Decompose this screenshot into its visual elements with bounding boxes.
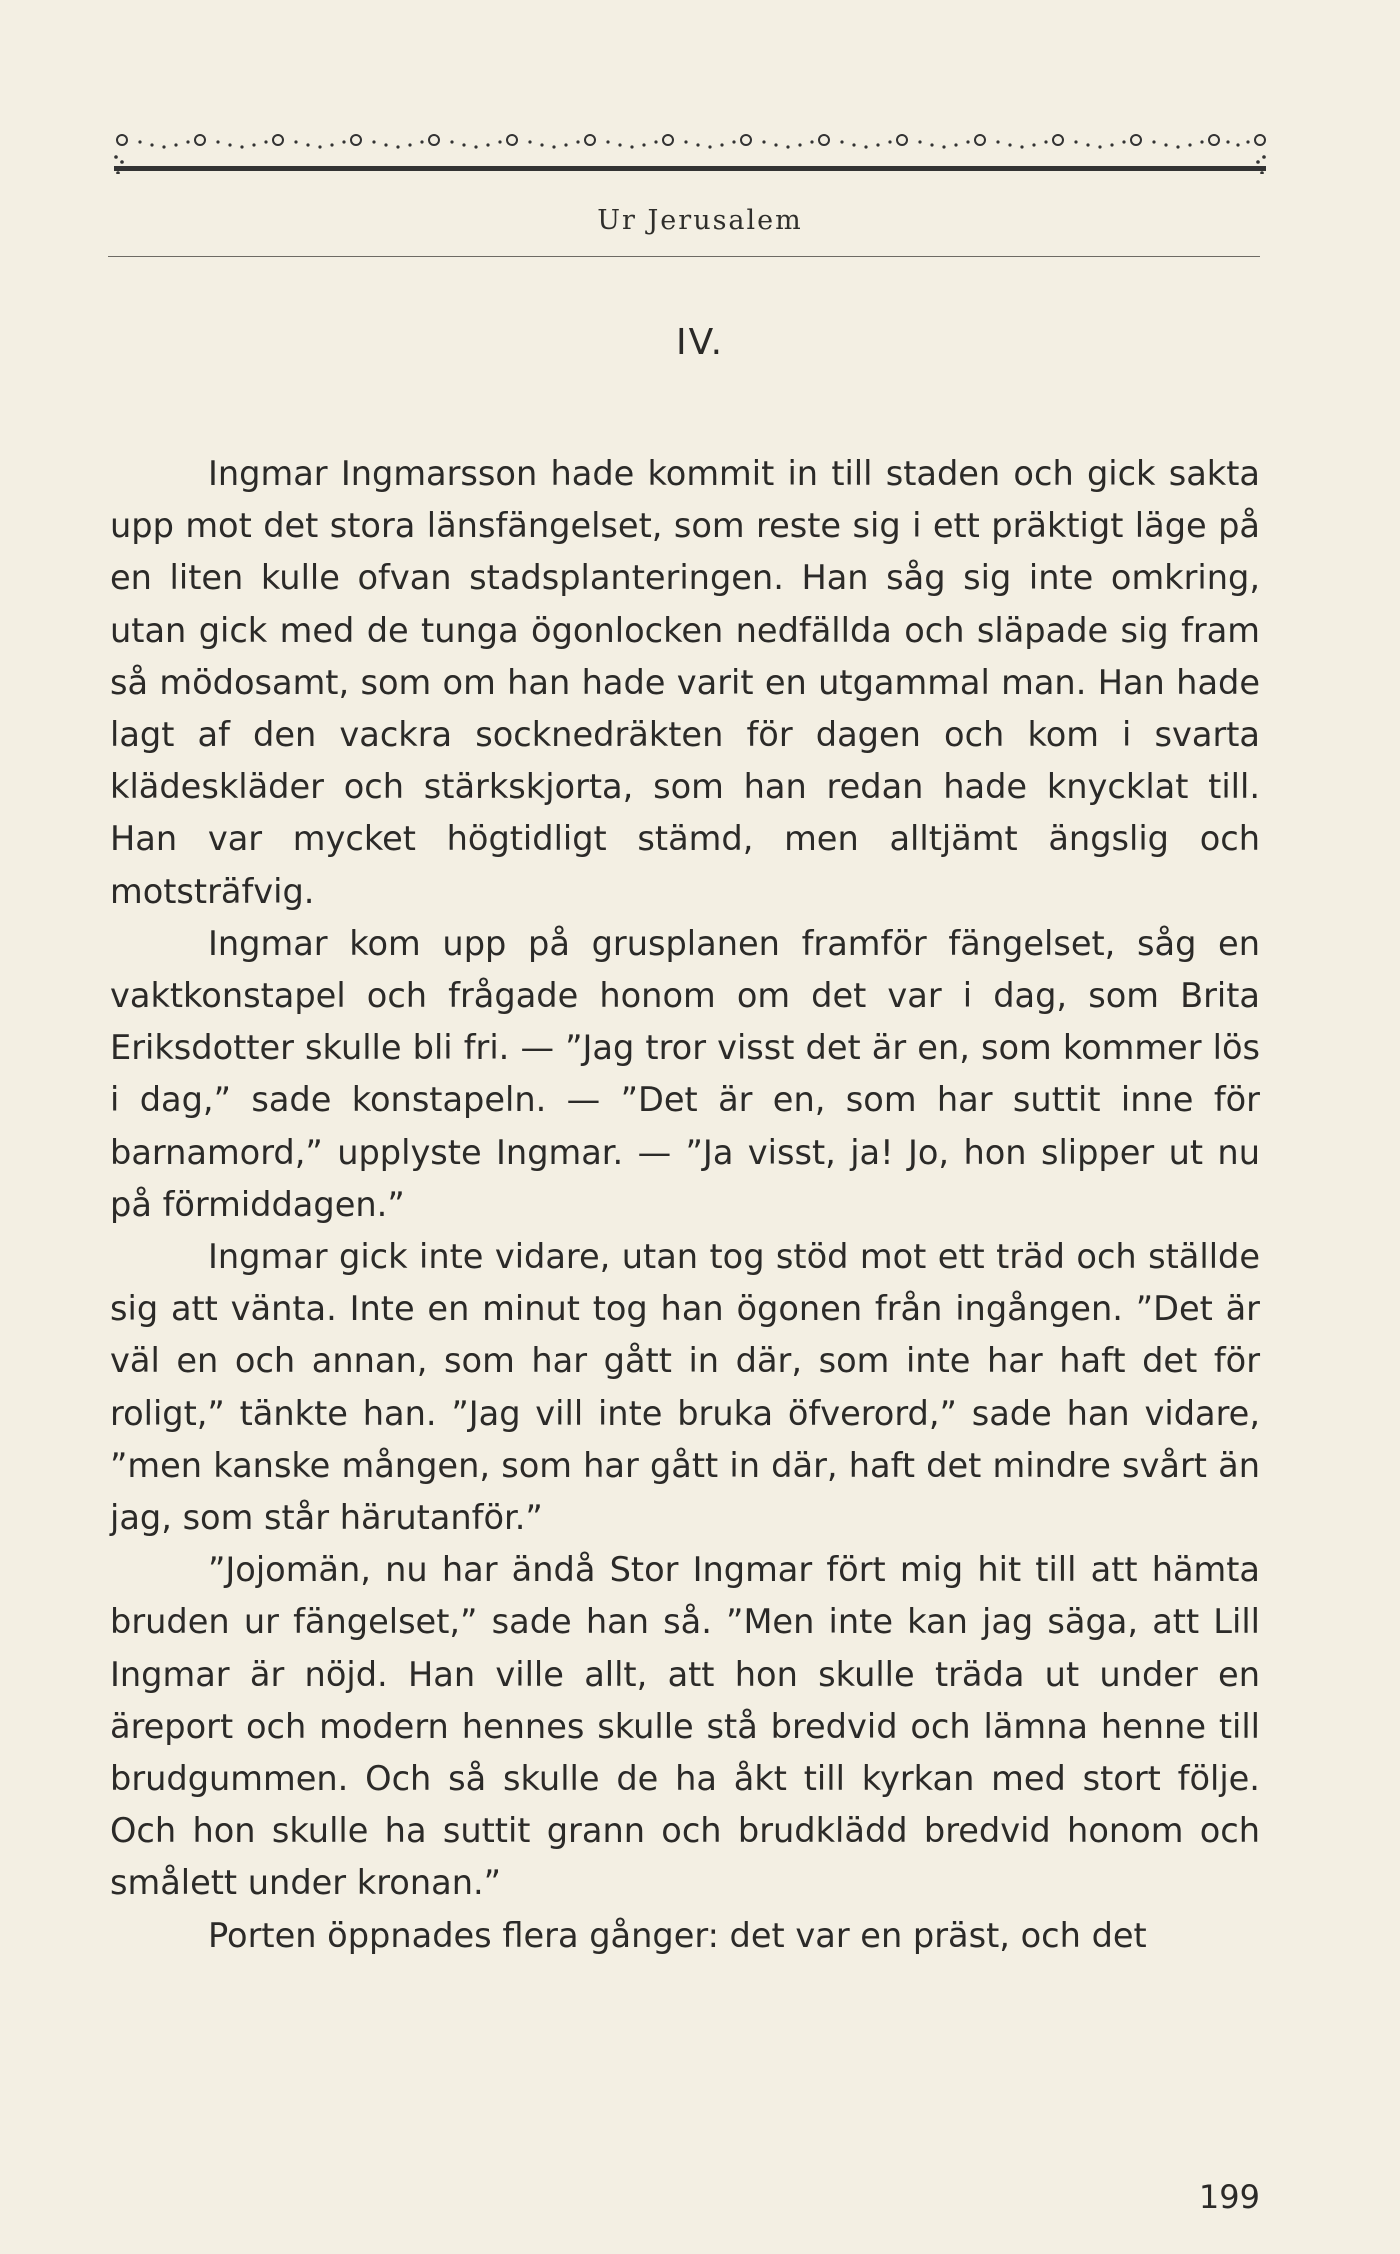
header-rule bbox=[108, 256, 1260, 257]
body-text bbox=[110, 448, 1260, 1962]
paragraph: Ingmar kom upp på grusplanen framför fängelset, såg en vaktkonstapel och frågade honom om det var i dag, som Brita Eriksdotter skulle bli fri. — ”Jag tror visst det är en, som kommer lös i dag,” sade konstapeln. — ”Det är en, som har suttit inne för barnamord,” upplyste Ingmar. — ”Ja visst, ja! Jo, hon slipper ut nu på förmiddagen.” bbox=[110, 923, 1260, 1224]
paragraph: Ingmar Ingmarsson hade kommit in till staden och gick sakta upp mot det stora länsfängelset, som reste sig i ett präktigt läge på en liten kulle ofvan stadsplanteringen. Han såg sig inte omkring, utan gick med de tunga ögonlocken nedfällda och släpade sig fram så mödosamt, som om han hade varit en utgammal man. Han hade lagt af den vackra socknedräkten för dagen och kom i svarta klädeskläder och stärkskjorta, som han redan hade knycklat till. Han var mycket högtidligt stämd, men alltjämt ängslig och motsträfvig. bbox=[110, 454, 1260, 911]
running-head: Ur Jerusalem bbox=[597, 205, 803, 236]
paragraph: ”Jojomän, nu har ändå Stor Ingmar fört mig hit till att hämta bruden ur fängelset,” sade han så. ”Men inte kan jag säga, att Lill Ingmar är nöjd. Han ville allt, att hon skulle träda ut under en äreport och modern hennes skulle stå bredvid och lämna henne till brudgummen. Och så skulle de ha åkt till kyrkan med stort följe. Och hon skulle ha suttit grann och brudklädd bredvid honom och smålett under kronan.” bbox=[110, 1550, 1260, 1903]
page-number: 199 bbox=[1198, 2178, 1260, 2216]
paragraph: Porten öppnades flera gånger: det var en präst, och det bbox=[208, 1915, 1147, 1955]
decorative-border-ornament bbox=[112, 130, 1268, 174]
paragraph: Ingmar gick inte vidare, utan tog stöd mot ett träd och ställde sig att vänta. Inte en minut tog han ögonen från ingången. ”Det är väl en och annan, som har gått in där, som inte har haft det för roligt,” tänkte han. ”Jag vill inte bruka öfverord,” sade han vidare, ”men kanske mången, som har gått in där, haft det mindre svårt än jag, som står härutanför.” bbox=[110, 1237, 1260, 1538]
chapter-number: IV. bbox=[675, 322, 725, 363]
